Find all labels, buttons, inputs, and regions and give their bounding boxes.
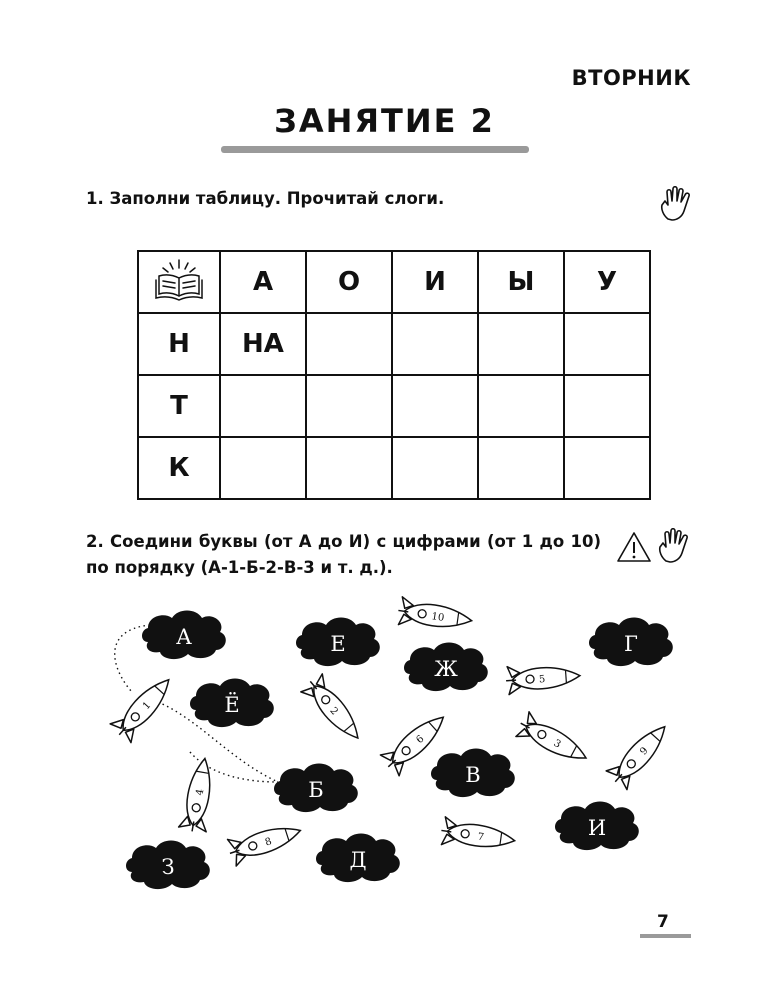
svg-text:8: 8 [263,836,274,849]
svg-text:5: 5 [538,674,546,686]
svg-text:4: 4 [194,788,207,797]
letter-cloud[interactable] [296,618,380,667]
table-corner [138,251,220,313]
syllable-table [137,250,651,500]
number-rocket[interactable] [605,717,675,791]
syllable-cell[interactable] [392,313,478,375]
title-underline [221,146,529,153]
syllable-cell[interactable] [478,313,564,375]
hand-icon [659,186,693,224]
task1-instruction: 1. Заполни таблицу. Прочитай слоги. [86,189,445,208]
letter-cloud[interactable] [404,643,488,692]
number-rocket[interactable] [109,670,179,744]
letter-cloud[interactable] [555,802,639,851]
vowel-header: И [392,251,478,313]
syllable-cell[interactable] [564,437,650,499]
syllable-cell[interactable] [392,437,478,499]
svg-text:Е: Е [330,632,346,656]
vowel-header: А [220,251,306,313]
task2-instruction: 2. Соедини буквы (от А до И) с цифрами (от 1 до 10) по порядку (А-1-Б-2-В-3 и т. д.). [86,532,601,577]
page-number: 7 [657,912,669,932]
number-rocket[interactable] [505,662,581,695]
svg-text:А: А [176,625,192,649]
number-rocket[interactable] [178,756,218,834]
open-book-icon [153,256,205,302]
number-rocket[interactable] [226,817,305,866]
svg-text:3: 3 [551,737,563,751]
svg-text:И: И [587,816,607,840]
vowel-header: Ы [478,251,564,313]
vowel-header: О [306,251,392,313]
syllable-cell[interactable] [306,437,392,499]
svg-text:Ё: Ё [224,693,240,717]
letter-cloud[interactable] [316,834,400,883]
letter-cloud[interactable] [126,841,210,890]
page-number-underline [640,934,691,938]
consonant-header: К [138,437,220,499]
number-rocket[interactable] [439,817,516,855]
svg-text:1: 1 [140,699,154,713]
syllable-cell[interactable] [478,375,564,437]
hand-icon [657,528,691,566]
connect-dots-scene [0,590,769,900]
syllable-cell[interactable] [392,375,478,437]
letter-cloud[interactable] [431,749,515,798]
svg-text:Б: Б [308,778,324,802]
syllable-cell[interactable] [220,437,306,499]
consonant-header: Н [138,313,220,375]
warning-icon [616,531,652,563]
number-rocket[interactable] [396,597,473,635]
letter-cloud[interactable] [190,679,274,728]
syllable-cell[interactable] [220,375,306,437]
consonant-header: Т [138,375,220,437]
vowel-header: У [564,251,650,313]
svg-text:З: З [161,855,175,879]
svg-text:10: 10 [430,611,445,624]
svg-text:Г: Г [624,632,638,656]
letter-cloud[interactable] [589,618,673,667]
syllable-cell[interactable] [564,313,650,375]
letter-cloud[interactable] [142,611,226,660]
svg-text:6: 6 [414,733,427,746]
number-rocket[interactable] [300,672,369,747]
syllable-cell[interactable] [564,375,650,437]
svg-text:2: 2 [327,705,340,718]
svg-text:Ж: Ж [434,657,458,681]
svg-text:9: 9 [638,745,651,758]
letter-cloud[interactable] [274,764,358,813]
syllable-cell[interactable] [478,437,564,499]
day-label: ВТОРНИК [571,66,691,90]
syllable-cell[interactable]: НА [220,313,306,375]
lesson-title: ЗАНЯТИЕ 2 [274,102,495,140]
svg-text:7: 7 [476,831,485,844]
syllable-cell[interactable] [306,375,392,437]
syllable-cell[interactable] [306,313,392,375]
number-rocket[interactable] [514,711,592,770]
svg-text:Д: Д [349,848,367,872]
svg-text:В: В [465,763,481,787]
